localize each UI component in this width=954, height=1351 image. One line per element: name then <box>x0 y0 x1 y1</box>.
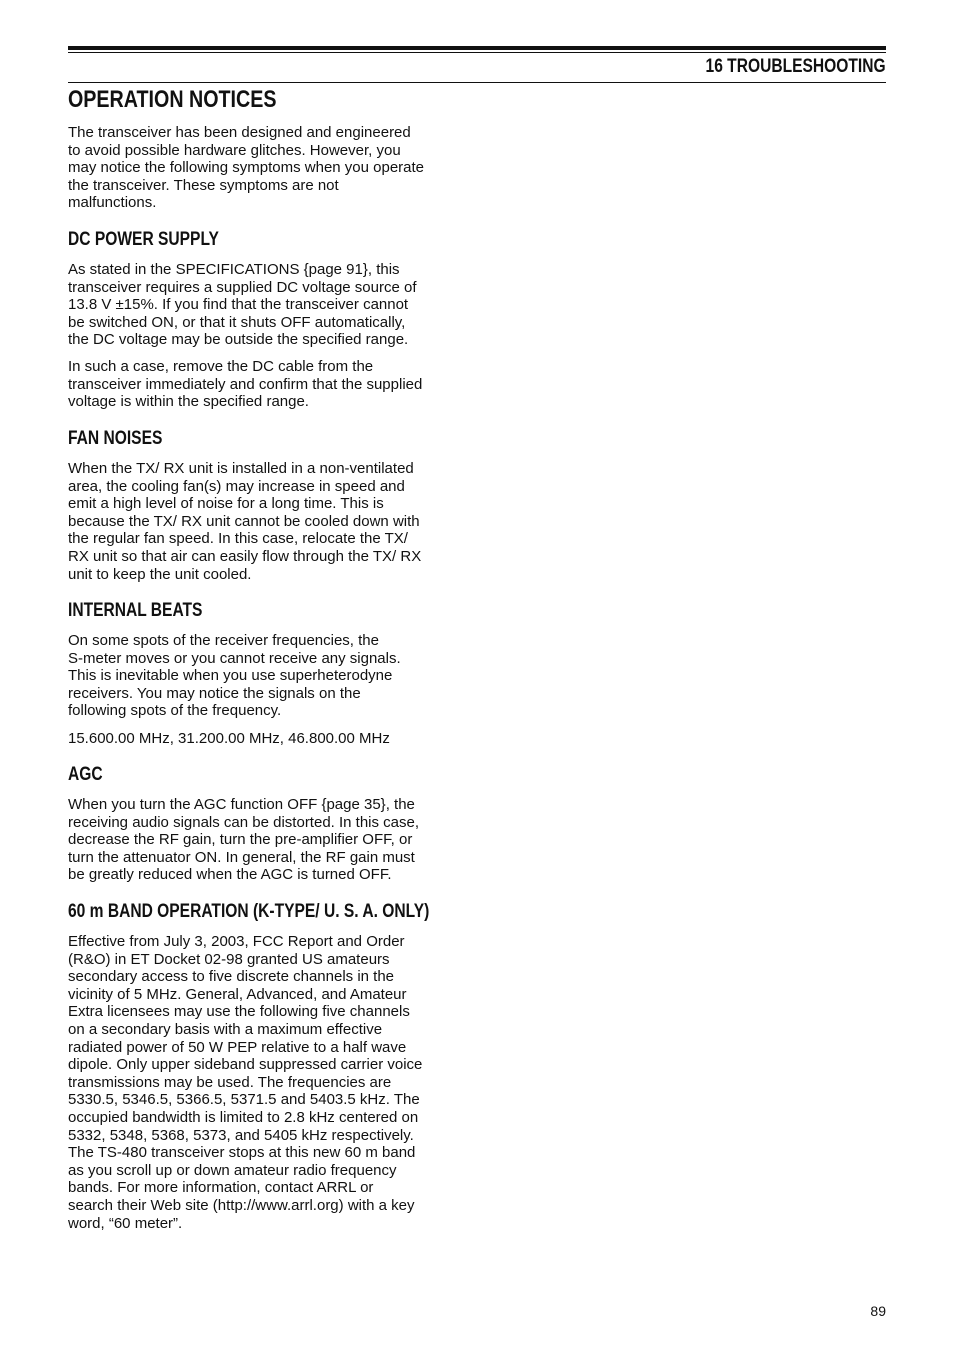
paragraph: When you turn the AGC function OFF {page 35}, the receiving audio signals can be distorted. In this case, decrease the RF gain, turn the pre-amplifier OFF, or turn the attenuator ON. In general, the RF gain must be greatly reduced when the AGC is turned OFF. <box>68 796 420 884</box>
header-bottom-rule <box>68 82 886 83</box>
paragraph: On some spots of the receiver frequencies, the S-meter moves or you cannot receive any signals. This is inevitable when you use superheterodyne receivers. You may notice the signals on the following spots of the frequency. <box>68 632 401 720</box>
section-heading-dc-power: DC POWER SUPPLY <box>68 229 219 250</box>
paragraph: In such a case, remove the DC cable from the transceiver immediately and confirm that the supplied voltage is within the specified range. <box>68 358 423 411</box>
section-heading-agc: AGC <box>68 764 103 785</box>
paragraph: Effective from July 3, 2003, FCC Report and Order (R&O) in ET Docket 02-98 granted US amateurs secondary access to five discrete channels in the vicinity of 5 MHz. General, Advanced, and Amateur Extra licensees may use the following five channels on a secondary basis with a maximum effective radiated power of 50 W PEP relative to a half wave dipole. Only upper sideband suppressed carrier voice transmissions may be used. The frequencies are 5330.5, 5346.5, 5366.5, 5371.5 and 5403.5 kHz. The occupied bandwidth is limited to 2.8 kHz centered on 5332, 5348, 5368, 5373, and 5405 kHz respectively. The TS-480 transceiver stops at this new 60 m band as you scroll up or down amateur radio frequency bands. For more information, contact ARRL or search their Web site (http://www.arrl.org) with a key word, “60 meter”. <box>68 933 423 1232</box>
paragraph: When the TX/ RX unit is installed in a non-ventilated area, the cooling fan(s) may increase in speed and emit a high level of noise for a long time. This is because the TX/ RX unit cannot be cooled down with the regular fan speed. In this case, relocate the TX/ RX unit so that air can easily flow through the TX/ RX unit to keep the unit cooled. <box>68 460 422 583</box>
page-title: OPERATION NOTICES <box>68 86 277 113</box>
paragraph: As stated in the SPECIFICATIONS {page 91}, this transceiver requires a supplied DC voltage source of 13.8 V ±15%. If you find that the transceiver cannot be switched ON, or that it shuts OFF automatically, the DC voltage may be outside the specified range. <box>68 261 417 349</box>
paragraph: 15.600.00 MHz, 31.200.00 MHz, 46.800.00 MHz <box>68 730 390 747</box>
section-heading-fan-noises: FAN NOISES <box>68 428 163 449</box>
page-number: 89 <box>870 1303 886 1319</box>
section-heading-internal-beats: INTERNAL BEATS <box>68 600 203 621</box>
section-heading-60m-band: 60 m BAND OPERATION (K-TYPE/ U. S. A. ONLY) <box>68 901 430 922</box>
chapter-title: 16 TROUBLESHOOTING <box>705 56 886 77</box>
header-thin-rule <box>68 52 886 53</box>
intro-paragraph: The transceiver has been designed and engineered to avoid possible hardware glitches. However, you may notice the following symptoms when you operate the transceiver. These symptoms are not malfunctions. <box>68 124 425 212</box>
header-thick-rule <box>68 46 886 50</box>
